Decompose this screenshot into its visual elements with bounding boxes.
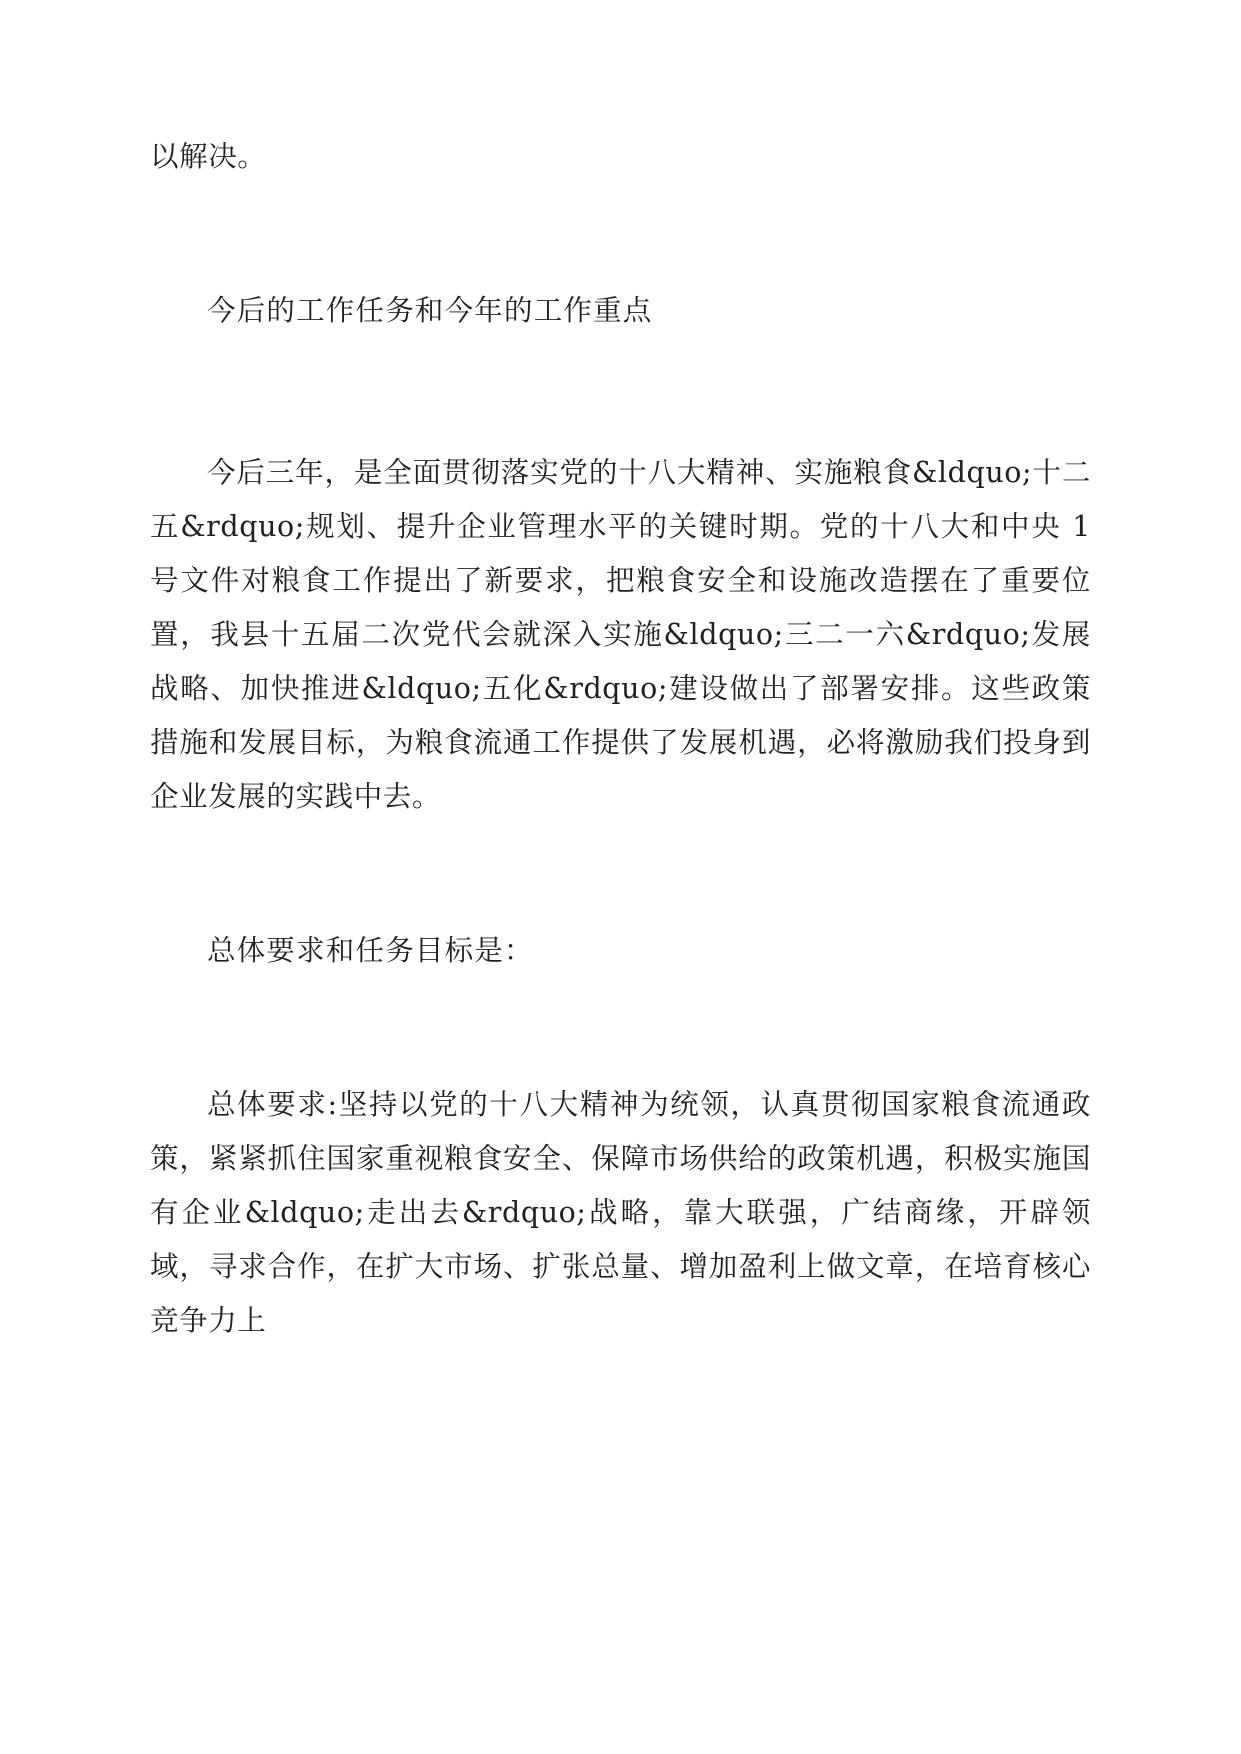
paragraph-continuation: 以解决。 [150, 140, 267, 173]
paragraph-spacer [150, 184, 1091, 284]
document-body [150, 130, 1091, 1348]
paragraph-overall-requirements: 总体要求:坚持以党的十八大精神为统领，认真贯彻国家粮食流通政策，紧紧抓住国家重视粮食安全、保障市场供给的政策机遇，积极实施国有企业&ldquo;走出去&rdquo;战略，靠大联强，广结商缘，开辟领域，寻求合作，在扩大市场、扩张总量、增加盈利上做文章，在培育核心竞争力上 [150, 1088, 1091, 1337]
paragraph-spacer [150, 978, 1091, 1078]
paragraph-spacer [150, 338, 1091, 446]
paragraph-spacer [150, 824, 1091, 924]
subheading-overall-requirements: 总体要求和任务目标是： [207, 934, 534, 967]
paragraph-three-year-outlook: 今后三年，是全面贯彻落实党的十八大精神、实施粮食&ldquo;十二五&rdquo;规划、提升企业管理水平的关键时期。党的十八大和中央 1 号文件对粮食工作提出了新要求，把粮食安全和设施改造摆在了重要位置，我县十五届二次党代会就深入实施&ldquo;三二一六&rdquo;发展战略、加快推进&ldquo;五化&rdquo;建设做出了部署安排。这些政策措施和发展目标，为粮食流通工作提供了发展机遇，必将激励我们投身到企业发展的实践中去。 [150, 456, 1091, 813]
section-heading-future-tasks: 今后的工作任务和今年的工作重点 [207, 294, 653, 327]
